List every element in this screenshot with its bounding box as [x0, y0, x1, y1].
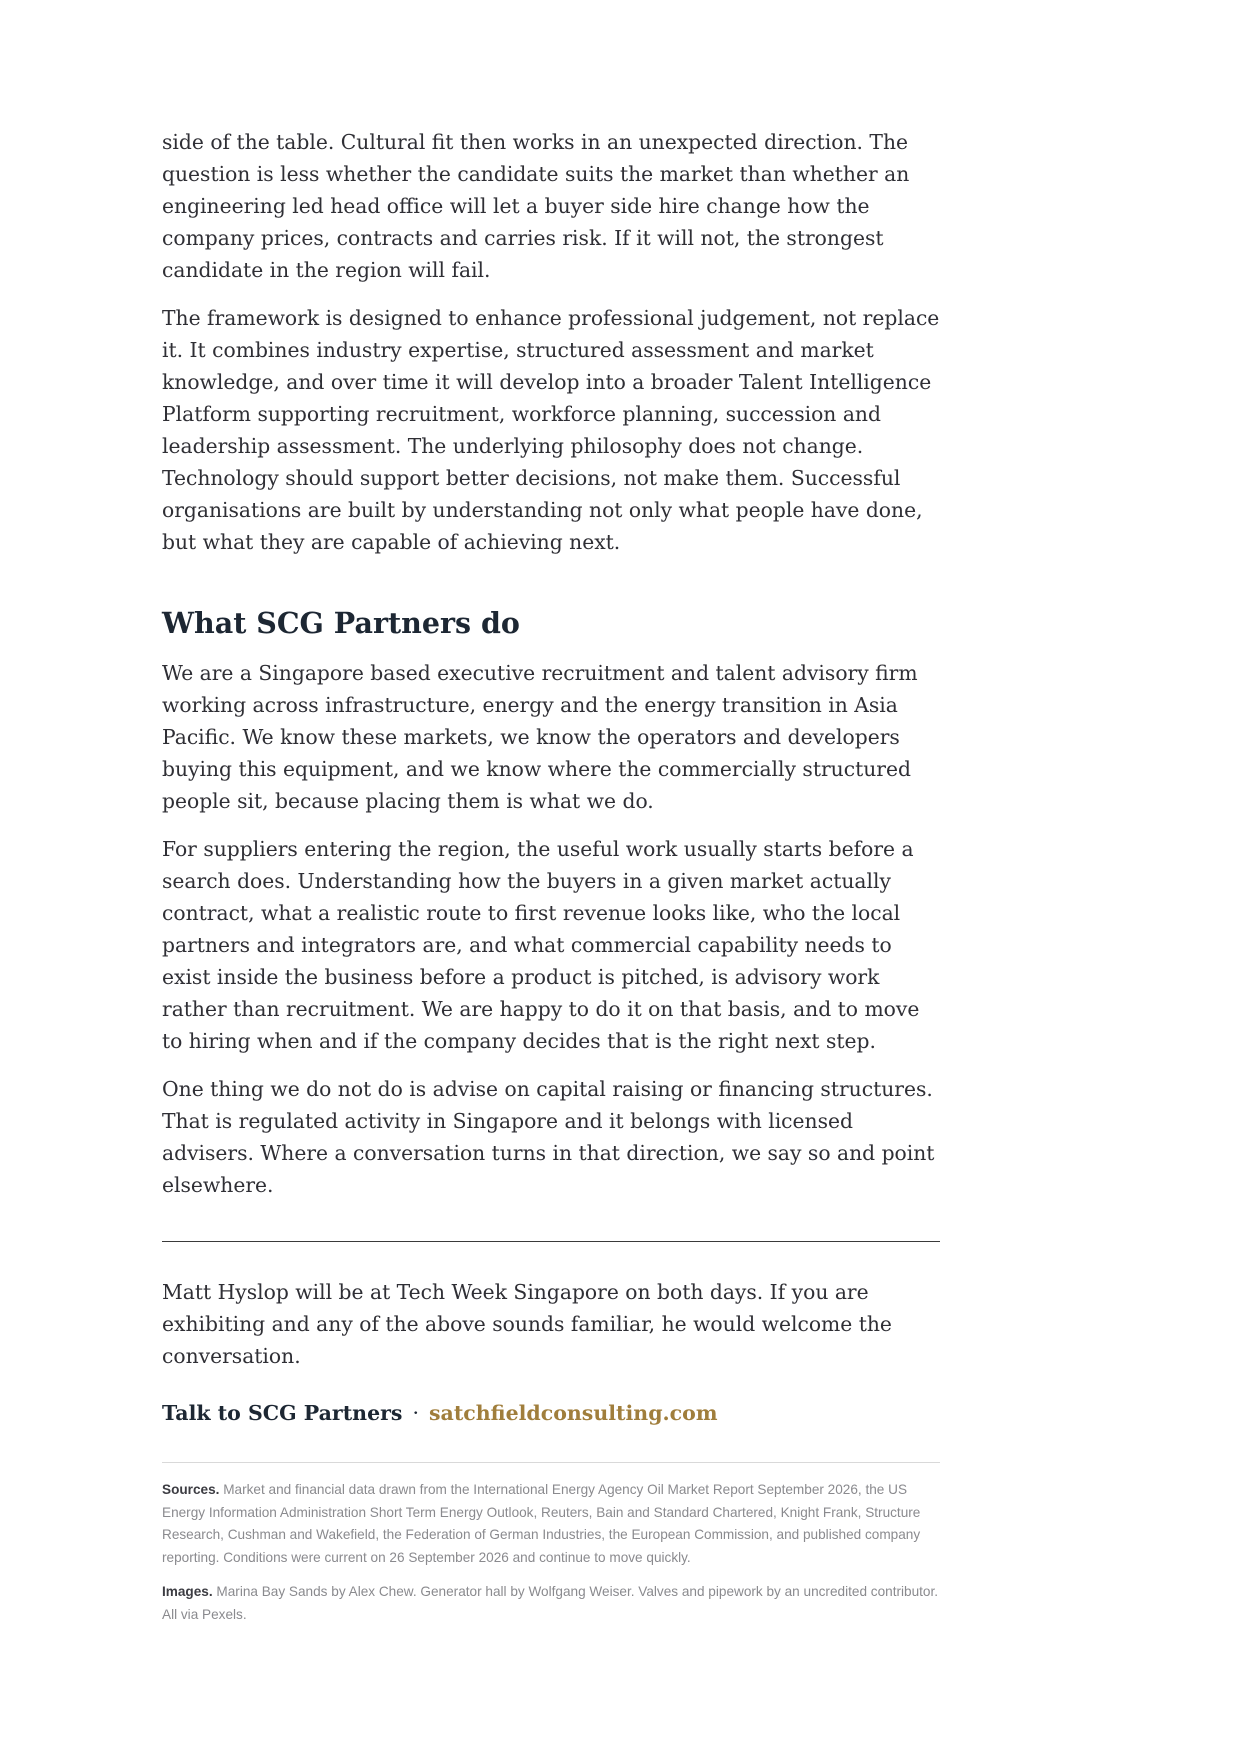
body-paragraph: The framework is designed to enhance professional judgement, not replace it. It combines industry expertise, structured assessment and market knowledge, and over time it will develop into a broader Talent Intelligence Platform supporting recruitment, workforce planning, succession and leadership assessment. The underlying philosophy does not change. Technology should support better decisions, not make them. Successful organisations are built by understanding not only what people have done, but what they are capable of achieving next.	[162, 306, 940, 554]
body-paragraph: For suppliers entering the region, the useful work usually starts before a search does. Understanding how the buyers in a given market actually contract, what a realistic route to first revenue looks like, who the local partners and integrators are, and what commercial capability needs to exist inside the business before a product is pitched, is advisory work rather than recruitment. We are happy to do it on that basis, and to move to hiring when and if the company decides that is the right next step.	[162, 837, 920, 1053]
sources-text: Market and financial data drawn from the International Energy Agency Oil Market Report September 2026, the US Energy Information Administration Short Term Energy Outlook, Reuters, Bain and Standard Chartered, Knight Frank, Structure Research, Cushman and Wakefield, the Federation of German Industries, the European Commission, and published company reporting. Conditions were current on 26 September 2026 and continue to move quickly.	[162, 1482, 921, 1565]
call-to-action	[162, 1398, 940, 1428]
images-note	[162, 1581, 940, 1626]
website-link[interactable]: satchfieldconsulting.com	[429, 1401, 718, 1425]
document-page	[162, 126, 940, 1638]
footnote-divider	[162, 1462, 940, 1463]
images-label: Images.	[162, 1584, 213, 1599]
sources-label: Sources.	[162, 1482, 220, 1497]
body-paragraph: side of the table. Cultural fit then works in an unexpected direction. The question is less whether the candidate suits the market than whether an engineering led head office will let a buyer side hire change how the company prices, contracts and carries risk. If it will not, the strongest candidate in the region will fail.	[162, 130, 910, 282]
section-heading: What SCG Partners do	[162, 606, 520, 640]
cta-separator: ·	[412, 1401, 419, 1425]
section-divider	[162, 1241, 940, 1242]
body-paragraph: One thing we do not do is advise on capital raising or financing structures. That is regulated activity in Singapore and it belongs with licensed advisers. Where a conversation turns in that direction, we say so and point elsewhere.	[162, 1077, 935, 1197]
cta-label: Talk to SCG Partners	[162, 1401, 403, 1425]
body-paragraph: We are a Singapore based executive recruitment and talent advisory firm working across infrastructure, energy and the energy transition in Asia Pacific. We know these markets, we know the operators and developers buying this equipment, and we know where the commercially structured people sit, because placing them is what we do.	[162, 661, 918, 813]
closing-paragraph: Matt Hyslop will be at Tech Week Singapore on both days. If you are exhibiting and any of the above sounds familiar, he would welcome the conversation.	[162, 1280, 892, 1368]
images-text: Marina Bay Sands by Alex Chew. Generator hall by Wolfgang Weiser. Valves and pipework by an uncredited contributor. All via Pexels.	[162, 1584, 939, 1622]
sources-note	[162, 1479, 940, 1569]
